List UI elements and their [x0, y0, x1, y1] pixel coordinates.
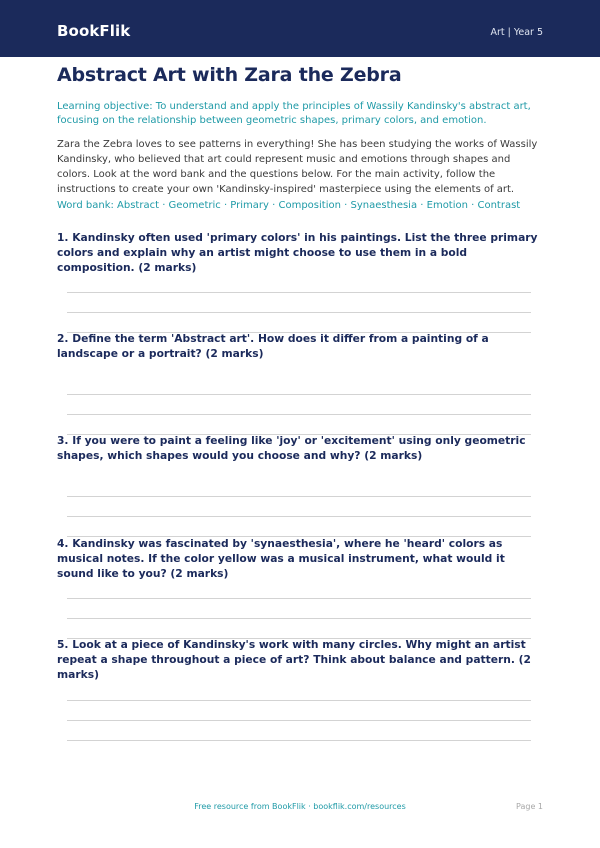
learning-objective: Learning objective: To understand and apply the principles of Wassily Kandinsky's abstract art, focusing on the relationship between geometric shapes, primary colors, and emotion.	[57, 101, 531, 126]
answer-line[interactable]	[67, 700, 531, 701]
answer-line[interactable]	[67, 394, 531, 395]
intro-paragraph: Zara the Zebra loves to see patterns in everything! She has been studying the works of Wassily Kandinsky, who believed that art could represent music and emotions through shapes and colors. Look at the word bank and the questions below. For the main activity, follow the instructions to create your own 'Kandinsky-inspired' masterpiece using the elements of art.	[57, 139, 538, 195]
question-5: 5. Look at a piece of Kandinsky's work with many circles. Why might an artist repeat a shape throughout a piece of art? Think about balance and pattern. (2 marks)	[57, 638, 531, 681]
footer-credit[interactable]: Free resource from BookFlik · bookflik.com/resources	[194, 802, 406, 811]
worksheet-title: Abstract Art with Zara the Zebra	[57, 64, 402, 86]
subject-year-label: Art | Year 5	[490, 27, 543, 38]
answer-line[interactable]	[67, 618, 531, 619]
answer-line[interactable]	[67, 496, 531, 497]
question-4: 4. Kandinsky was fascinated by 'synaesthesia', where he 'heard' colors as musical notes. If the color yellow was a musical instrument, what would it sound like to you? (2 marks)	[57, 537, 505, 580]
question-3: 3. If you were to paint a feeling like 'joy' or 'excitement' using only geometric shapes, which shapes would you choose and why? (2 marks)	[57, 434, 526, 462]
page-header	[0, 0, 600, 57]
answer-line[interactable]	[67, 740, 531, 741]
page-number: Page 1	[516, 802, 543, 811]
answer-line[interactable]	[67, 720, 531, 721]
answer-line[interactable]	[67, 312, 531, 313]
answer-line[interactable]	[67, 516, 531, 517]
question-1: 1. Kandinsky often used 'primary colors' in his paintings. List the three primary colors and explain why an artist might choose to use them in a bold composition. (2 marks)	[57, 231, 538, 274]
question-2: 2. Define the term 'Abstract art'. How does it differ from a painting of a landscape or a portrait? (2 marks)	[57, 332, 489, 360]
answer-line[interactable]	[67, 292, 531, 293]
brand-logo[interactable]: BookFlik	[57, 22, 131, 40]
answer-line[interactable]	[67, 414, 531, 415]
word-bank: Word bank: Abstract · Geometric · Primary · Composition · Synaesthesia · Emotion · Contrast	[57, 200, 521, 211]
answer-line[interactable]	[67, 598, 531, 599]
